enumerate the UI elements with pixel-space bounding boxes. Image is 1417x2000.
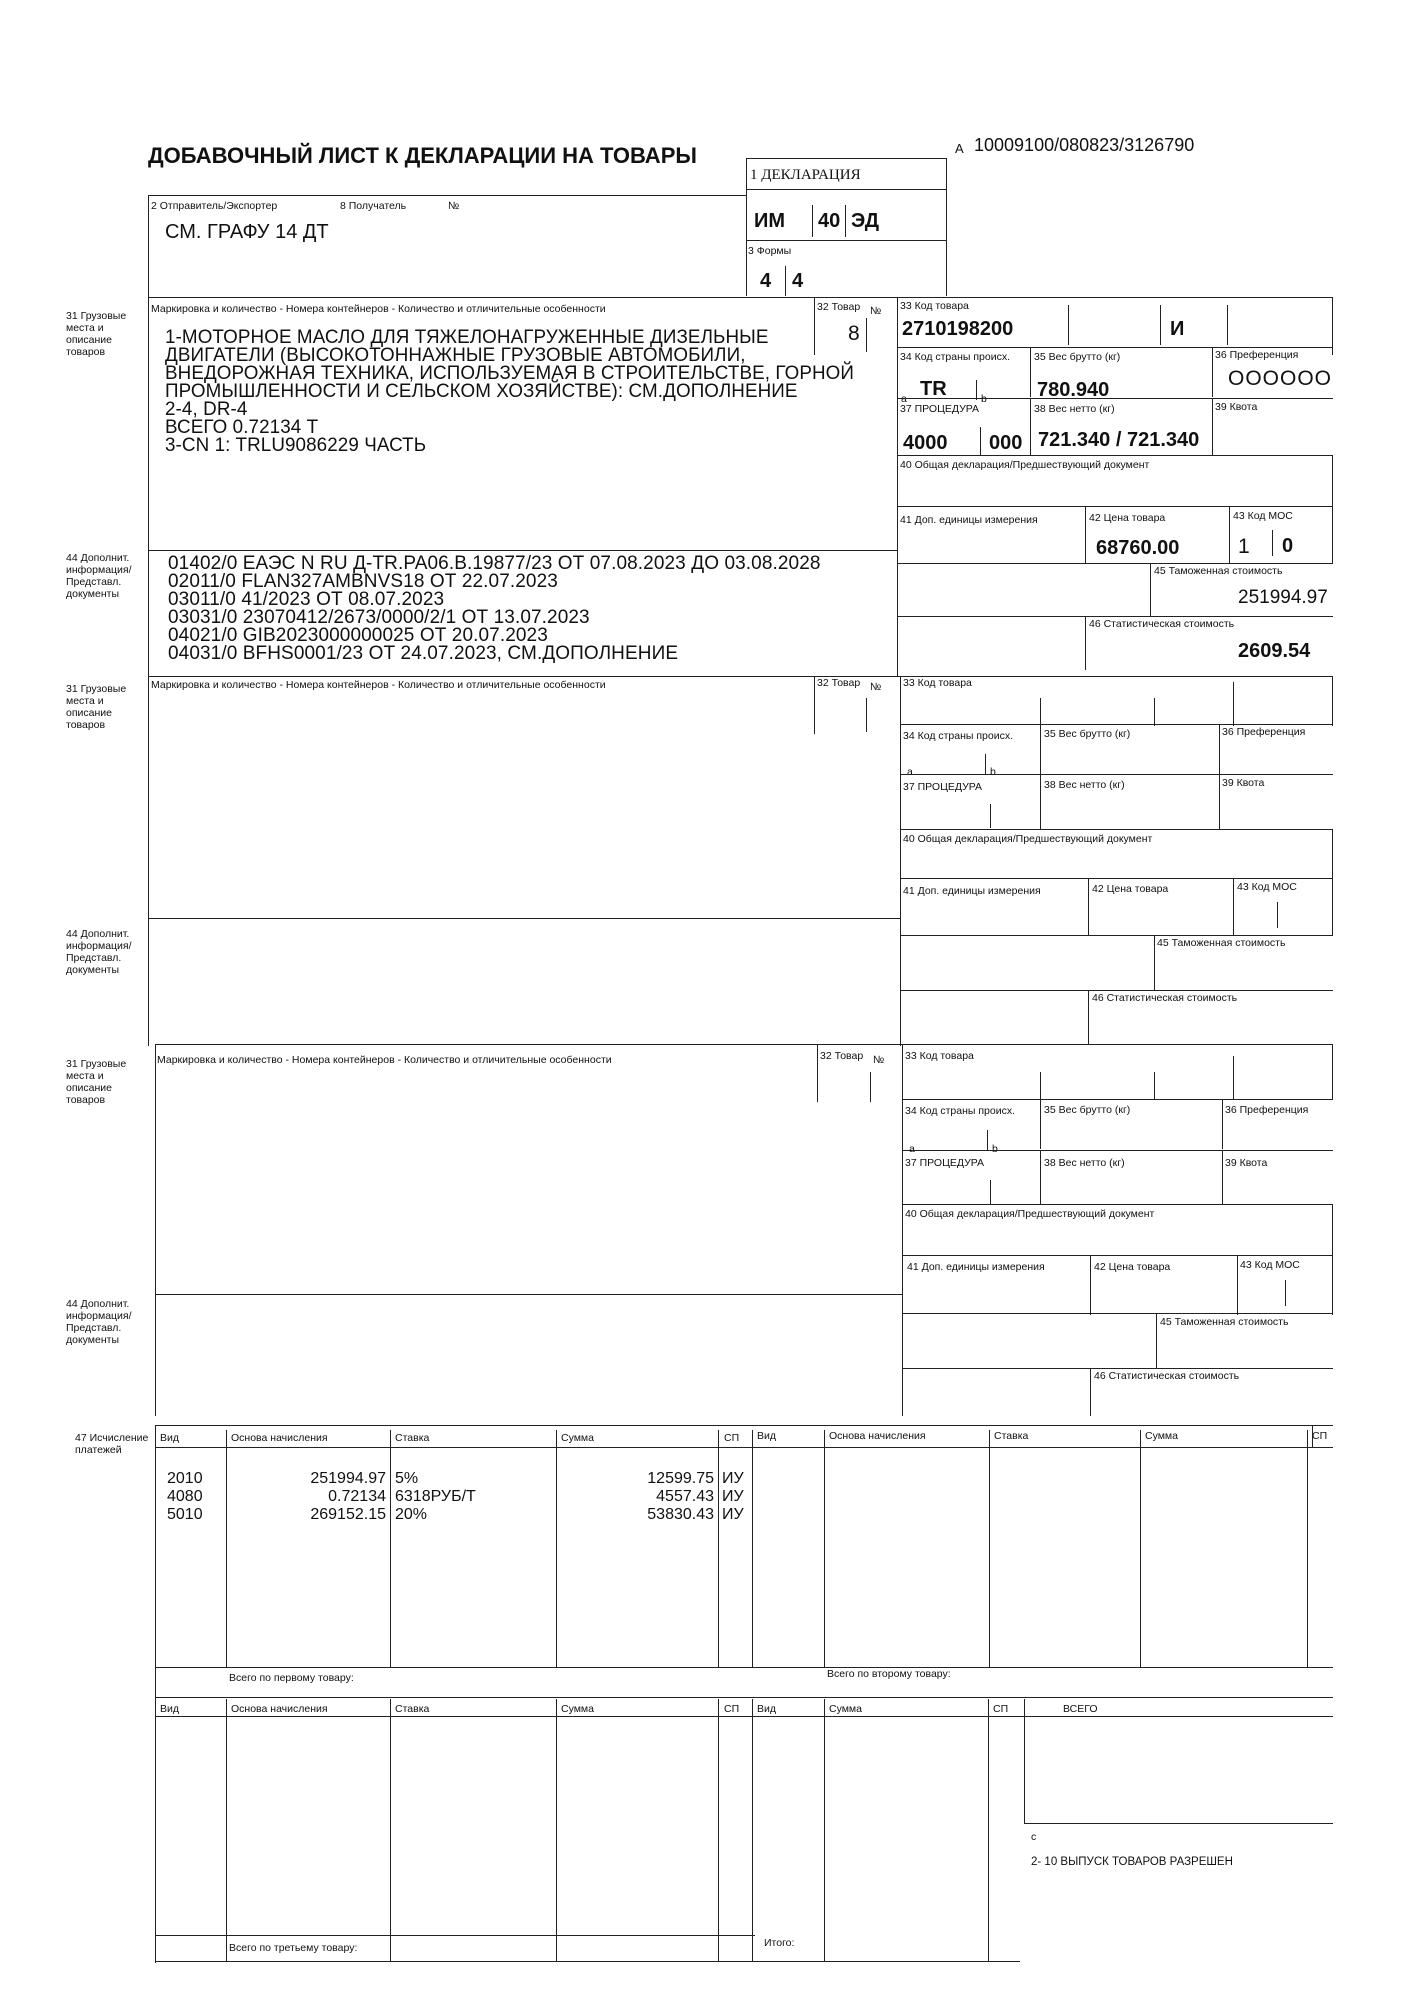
box38-label: 38 Вес нетто (кг) — [1034, 403, 1115, 415]
declaration-mode: ЭД — [851, 210, 879, 232]
box46-label: 46 Статистическая стоимость — [1094, 1370, 1240, 1382]
box33-label: 33 Код товара — [900, 300, 969, 312]
box34-sub-b: b — [981, 393, 987, 405]
item1-hs-code: 2710198200 — [902, 318, 1014, 340]
box44-label: 44 Дополнит. информация/ Представл. документы — [66, 552, 132, 600]
release-note: 2- 10 ВЫПУСК ТОВАРОВ РАЗРЕШЕН — [1031, 1856, 1233, 1868]
box40-label: 40 Общая декларация/Предшествующий документ — [900, 459, 1150, 471]
box34-label: 34 Код страны происх. — [900, 351, 1011, 363]
col-total-header: ВСЕГО — [1063, 1703, 1098, 1715]
registration-number: 10009100/080823/3126790 — [974, 135, 1195, 155]
item1-preference: ОООООО — [1228, 367, 1333, 390]
box34-label: 34 Код страны происх. — [903, 730, 1014, 742]
declaration-type: ИМ — [754, 210, 786, 232]
box43-label: 43 Код МОС — [1240, 1259, 1300, 1271]
col-sp-header-4: СП — [993, 1703, 1009, 1715]
box38-label: 38 Вес нетто (кг) — [1044, 1157, 1125, 1169]
item1-hs-suffix: И — [1170, 318, 1185, 340]
box42-label: 42 Цена товара — [1094, 1261, 1171, 1273]
box40-label: 40 Общая декларация/Предшествующий документ — [903, 833, 1153, 845]
recipient-no-label: № — [448, 200, 460, 212]
item1-number: 8 — [848, 322, 860, 345]
payment-sum: 4557.43 — [656, 1488, 714, 1505]
box42-label: 42 Цена товара — [1089, 512, 1166, 524]
col-sum-header-1: Сумма — [561, 1432, 594, 1444]
col-type-header-2: Вид — [757, 1430, 776, 1442]
box39-label: 39 Квота — [1225, 1157, 1268, 1169]
box31-marks-label: Маркировка и количество - Номера контейнеров - Количество и отличительные особенности — [151, 303, 606, 315]
col-type-header-3: Вид — [160, 1703, 179, 1715]
item1-mos-method: 1 — [1238, 535, 1250, 558]
item1-price: 68760.00 — [1096, 537, 1180, 559]
box33-label: 33 Код товара — [905, 1050, 974, 1062]
col-rate-header-3: Ставка — [395, 1703, 430, 1715]
box33-label: 33 Код товара — [903, 677, 972, 689]
box-c-label: с — [1031, 1831, 1037, 1843]
sender-label: 2 Отправитель/Экспортер — [151, 200, 278, 212]
forms-label: 3 Формы — [748, 245, 792, 257]
box32-no-label: № — [873, 1054, 885, 1066]
forms-total: 4 — [792, 270, 804, 292]
payment-sp: ИУ — [722, 1488, 744, 1505]
item1-description: 1-МОТОРНОЕ МАСЛО ДЛЯ ТЯЖЕЛОНАГРУЖЕННЫЕ ДИЗЕЛЬНЫЕ ДВИГАТЕЛИ (ВЫСОКОТОННАЖНЫЕ ГРУЗОВЫЕ АВТОМОБИЛИ, ВНЕДОРОЖНАЯ ТЕХНИКА, ИСПОЛЬЗУЕМАЯ В СТРОИТЕЛЬСТВЕ, ГОРНОЙ ПРОМЫШЛЕННОСТИ И СЕЛЬСКОМ ХОЗЯЙСТВЕ): СМ.ДОПОЛНЕНИЕ 2-4, DR-4 ВСЕГО 0.72134 Т 3-CN 1: TRLU9086229 ЧАСТЬ — [165, 327, 855, 456]
payment-base: 0.72134 — [328, 1488, 386, 1505]
item1-customs-value: 251994.97 — [1238, 587, 1328, 608]
box31-label: 31 Грузовые места и описание товаров — [66, 310, 127, 358]
item1-procedure-prev: 000 — [989, 432, 1023, 454]
item1-stat-value: 2609.54 — [1238, 640, 1311, 662]
payment-type: 4080 — [167, 1488, 203, 1505]
item1-net-weight: 721.340 / 721.340 — [1038, 429, 1200, 451]
box46-label: 46 Статистическая стоимость — [1089, 618, 1235, 630]
payment-sum: 53830.43 — [647, 1506, 714, 1523]
reg-prefix: А — [955, 141, 964, 156]
declaration-label: 1 ДЕКЛАРАЦИЯ — [750, 167, 861, 183]
item1-mos-code: 0 — [1282, 535, 1294, 557]
box31-marks-label: Маркировка и количество - Номера контейнеров - Количество и отличительные особенности — [157, 1054, 612, 1066]
col-rate-header-1: Ставка — [395, 1432, 430, 1444]
col-sp-header-1: СП — [724, 1432, 740, 1444]
payment-rate: 5% — [395, 1470, 419, 1487]
col-sum-header-3: Сумма — [561, 1703, 594, 1715]
payment-sp: ИУ — [722, 1470, 744, 1487]
box41-label: 41 Доп. единицы измерения — [903, 885, 1041, 897]
box31-label: 31 Грузовые места и описание товаров — [66, 683, 127, 731]
box44-label: 44 Дополнит. информация/ Представл. документы — [66, 1298, 132, 1346]
box32-label: 32 Товар — [820, 1050, 864, 1062]
box41-label: 41 Доп. единицы измерения — [900, 514, 1038, 526]
box32-no-label: № — [870, 305, 882, 317]
col-sp-header-3: СП — [724, 1703, 740, 1715]
box34-sub-a: a — [901, 393, 907, 405]
col-rate-header-2: Ставка — [994, 1430, 1029, 1442]
total-second-item: Всего по второму товару: — [827, 1668, 951, 1680]
item1-country: TR — [920, 378, 947, 400]
col-base-header-1: Основа начисления — [231, 1432, 328, 1444]
box34-sub-b: b — [990, 766, 996, 778]
box34-sub-a: a — [909, 1143, 915, 1155]
grand-total: Итого: — [764, 1937, 795, 1949]
item1-gross-weight: 780.940 — [1037, 379, 1110, 401]
sender-value: СМ. ГРАФУ 14 ДТ — [165, 221, 329, 243]
box31-label: 31 Грузовые места и описание товаров — [66, 1058, 127, 1106]
box32-label: 32 Товар — [817, 301, 861, 313]
box38-label: 38 Вес нетто (кг) — [1044, 779, 1125, 791]
box37-label: 37 ПРОЦЕДУРА — [905, 1157, 985, 1169]
payment-rate: 20% — [395, 1506, 428, 1523]
col-sp-header-2: СП — [1312, 1430, 1328, 1442]
box39-label: 39 Квота — [1215, 401, 1258, 413]
box36-label: 36 Преференция — [1215, 349, 1299, 361]
box35-label: 35 Вес брутто (кг) — [1044, 728, 1131, 740]
col-base-header-3: Основа начисления — [231, 1703, 328, 1715]
box43-label: 43 Код МОС — [1237, 881, 1297, 893]
payment-type: 2010 — [167, 1470, 203, 1487]
box39-label: 39 Квота — [1222, 777, 1265, 789]
box47-label: 47 Исчисление платежей — [75, 1432, 149, 1456]
payment-base: 269152.15 — [310, 1506, 386, 1523]
box35-label: 35 Вес брутто (кг) — [1044, 1104, 1131, 1116]
payment-sp: ИУ — [722, 1506, 744, 1523]
page-title: ДОБАВОЧНЫЙ ЛИСТ К ДЕКЛАРАЦИИ НА ТОВАРЫ — [148, 143, 697, 168]
box42-label: 42 Цена товара — [1092, 883, 1169, 895]
box41-label: 41 Доп. единицы измерения — [907, 1261, 1045, 1273]
box34-sub-a: a — [907, 766, 913, 778]
recipient-label: 8 Получатель — [340, 200, 407, 212]
declaration-code: 40 — [818, 210, 841, 232]
payment-rate: 6318РУБ/Т — [395, 1488, 476, 1505]
box31-marks-label: Маркировка и количество - Номера контейнеров - Количество и отличительные особенности — [151, 679, 606, 691]
box32-label: 32 Товар — [817, 677, 861, 689]
box44-label: 44 Дополнит. информация/ Представл. документы — [66, 928, 132, 976]
payment-sum: 12599.75 — [647, 1470, 714, 1487]
box36-label: 36 Преференция — [1225, 1104, 1309, 1116]
box40-label: 40 Общая декларация/Предшествующий документ — [905, 1208, 1155, 1220]
box34-label: 34 Код страны происх. — [905, 1105, 1016, 1117]
col-type-header-4: Вид — [757, 1703, 776, 1715]
col-sum-header-4: Сумма — [829, 1703, 862, 1715]
box36-label: 36 Преференция — [1222, 726, 1306, 738]
box45-label: 45 Таможенная стоимость — [1157, 937, 1286, 949]
payment-base: 251994.97 — [310, 1470, 386, 1487]
total-first-item: Всего по первому товару: — [229, 1672, 354, 1684]
col-type-header-1: Вид — [160, 1432, 179, 1444]
item1-documents: 01402/0 ЕАЭС N RU Д-TR.PA06.B.19877/23 ОТ 07.08.2023 ДО 03.08.2028 02011/0 FLAN327AMBNVS18 ОТ 22.07.2023 03011/0 41/2023 ОТ 08.07.2023 03031/0 23070412/2673/0000/2/1 ОТ 13.07.2023 04021/0 GIB2023000000025 ОТ 20.07.2023 04031/0 BFHS0001/23 ОТ 24.07.2023, СМ.ДОПОЛНЕНИЕ — [168, 553, 821, 664]
box45-label: 45 Таможенная стоимость — [1160, 1316, 1289, 1328]
item1-procedure-code: 4000 — [903, 432, 948, 454]
box46-label: 46 Статистическая стоимость — [1092, 992, 1238, 1004]
box32-no-label: № — [870, 681, 882, 693]
box37-label: 37 ПРОЦЕДУРА — [903, 781, 983, 793]
box45-label: 45 Таможенная стоимость — [1154, 565, 1283, 577]
box43-label: 43 Код МОС — [1233, 510, 1293, 522]
box35-label: 35 Вес брутто (кг) — [1034, 351, 1121, 363]
payment-type: 5010 — [167, 1506, 203, 1523]
box37-label: 37 ПРОЦЕДУРА — [900, 403, 980, 415]
col-base-header-2: Основа начисления — [829, 1430, 926, 1442]
box34-sub-b: b — [992, 1143, 998, 1155]
col-sum-header-2: Сумма — [1145, 1430, 1178, 1442]
forms-current: 4 — [760, 270, 772, 292]
total-third-item: Всего по третьему товару: — [229, 1942, 358, 1954]
